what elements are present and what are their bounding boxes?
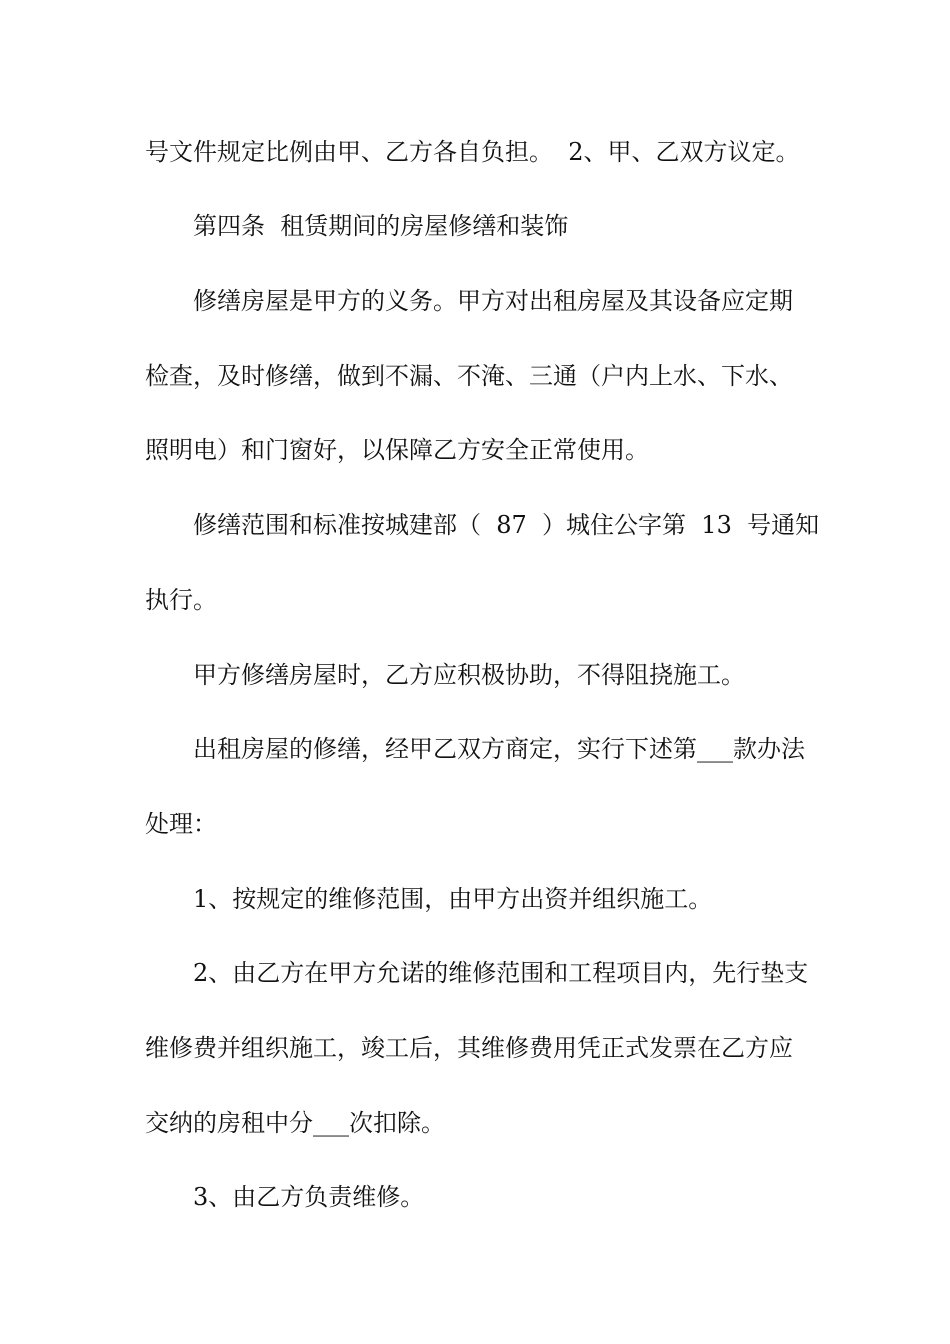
paragraph-line-9: 出租房屋的修缮，经甲乙双方商定，实行下述第___款办法	[193, 735, 805, 763]
paragraph-line-8: 甲方修缮房屋时，乙方应积极协助，不得阻挠施工。	[193, 661, 745, 689]
list-item-2-line-1: 2、由乙方在甲方允诺的维修范围和工程项目内，先行垫支	[193, 959, 809, 987]
paragraph-line-3: 修缮房屋是甲方的义务。甲方对出租房屋及其设备应定期	[193, 287, 793, 315]
paragraph-line-10: 处理：	[145, 810, 217, 838]
paragraph-line-4: 检查，及时修缮，做到不漏、不淹、三通（户内上水、下水、	[145, 362, 793, 390]
list-item-3: 3、由乙方负责维修。	[193, 1183, 425, 1211]
text-line-1: 号文件规定比例由甲、乙方各自负担。 2、甲、乙双方议定。	[145, 138, 800, 166]
paragraph-line-6: 修缮范围和标准按城建部（ 87 ）城住公字第 13 号通知	[193, 511, 820, 539]
list-item-2-line-3: 交纳的房租中分___次扣除。	[145, 1109, 445, 1137]
paragraph-line-7: 执行。	[145, 586, 217, 614]
article-heading: 第四条 租赁期间的房屋修缮和装饰	[193, 212, 569, 240]
list-item-2-line-2: 维修费并组织施工，竣工后，其维修费用凭正式发票在乙方应	[145, 1034, 793, 1062]
list-item-1: 1、按规定的维修范围，由甲方出资并组织施工。	[193, 885, 713, 913]
paragraph-line-5: 照明电）和门窗好，以保障乙方安全正常使用。	[145, 436, 649, 464]
